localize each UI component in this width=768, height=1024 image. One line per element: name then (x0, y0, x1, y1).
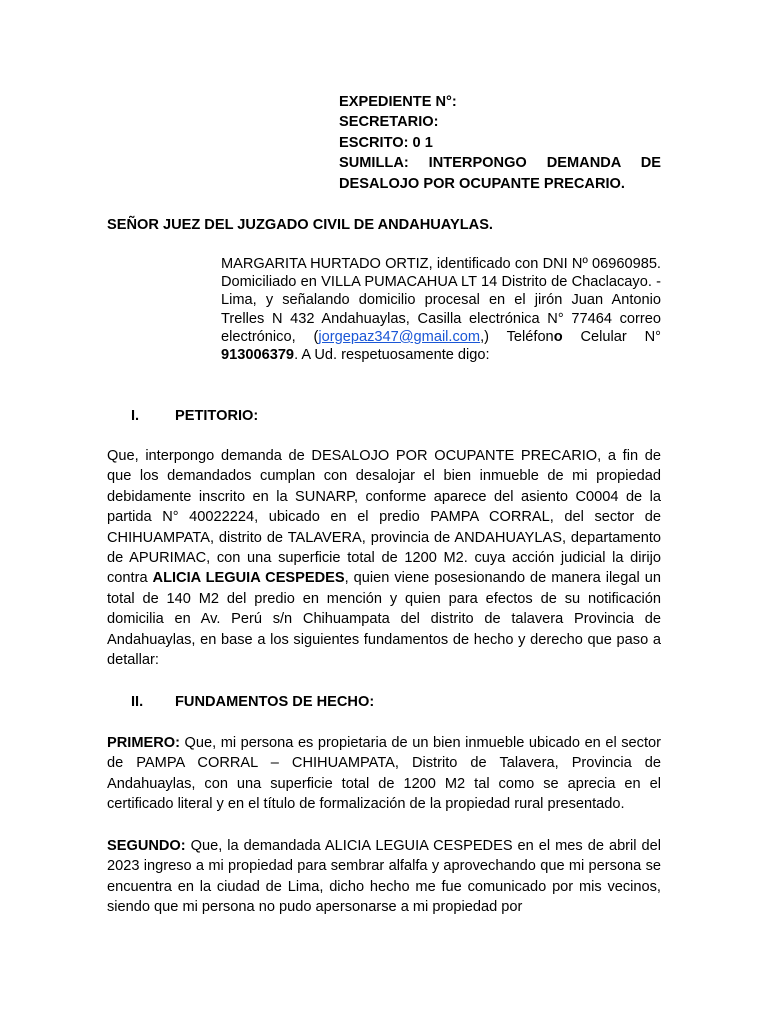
petitorio-text-2: , quien viene posesionando de manera ilegal un total de 140 M2 del predio en mención y quien para efectos de su notificación domicilia en Av. Perú s/n Chihuampata del distrito de talavera Provincia de Andahuaylas, en base a los siguientes fundamentos de hecho y derecho que paso a detallar: (107, 570, 661, 669)
segundo-paragraph (107, 836, 661, 918)
expediente-line: EXPEDIENTE N°: (339, 94, 457, 110)
escrito-line: ESCRITO: 0 1 (339, 134, 433, 151)
section-title: PETITORIO: (175, 408, 259, 424)
petitorio-text-1: Que, interpongo demanda de DESALOJO POR OCUPANTE PRECARIO, a fin de que los demandados cumplan con desalojar el bien inmueble de mi propiedad debidamente inscrito en la SUNARP, conforme aparece del asiento C0004 de la partida N° 40022224, ubicado en el predio PAMPA CORRAL, del sector de CHIHUAMPATA, distrito de TALAVERA, provincia de ANDAHUAYLAS, departamento de APURIMAC, con una superficie total de 1200 M2. cuya acción judicial la dirijo contra (107, 448, 661, 587)
segundo-text: Que, la demandada ALICIA LEGUIA CESPEDES en el mes de abril del 2023 ingreso a mi propiedad para sembrar alfalfa y aprovechando que mi persona se encuentra en la ciudad de Lima, dicho hecho me fue comunicado por mis vecinos, siendo que mi persona no pudo apersonarse a mi propiedad por (107, 838, 661, 916)
primero-text: Que, mi persona es propietaria de un bien inmueble ubicado en el sector de PAMPA CORRAL – CHIHUAMPATA, Distrito de Talavera, Provincia de Andahuaylas, con una superficie total de 1200 M2 tal como se aprecia en el certificado literal y en el título de formalización de la propiedad rural presentado. (107, 735, 661, 813)
petitorio-paragraph (107, 446, 661, 670)
addressee-heading: SEÑOR JUEZ DEL JUZGADO CIVIL DE ANDAHUAYLAS. (107, 217, 493, 233)
section-title: FUNDAMENTOS DE HECHO: (175, 694, 375, 710)
intro-closing: . A Ud. respetuosamente digo: (294, 347, 490, 364)
celular-number: 913006379 (221, 347, 295, 364)
email-link[interactable]: jorgepaz347@gmail.com (318, 328, 481, 345)
primero-label: PRIMERO: (107, 735, 180, 751)
section-number: I. (131, 408, 140, 424)
sumilla-line-2: DESALOJO POR OCUPANTE PRECARIO. (339, 175, 625, 192)
intro-paragraph (221, 255, 661, 364)
case-header (339, 92, 661, 194)
section-heading-fundamentos (131, 692, 374, 712)
section-heading-petitorio (131, 406, 258, 426)
segundo-label: SEGUNDO: (107, 838, 186, 854)
primero-paragraph (107, 733, 661, 815)
celular-label: Celular N° (562, 328, 662, 345)
defendant-name: ALICIA LEGUIA CESPEDES (152, 570, 345, 587)
section-number: II. (131, 694, 144, 710)
intro-text: MARGARITA HURTADO ORTIZ, identificado con DNI Nº 06960985. Domiciliado en VILLA PUMACAHUA LT 14 Distrito de Chaclacayo. - Lima, y señalando domicilio procesal en el jirón Juan Antonio Trelles N 432 Andahuaylas, Casilla electrónica N° 77464 correo electrónico, ( (221, 256, 661, 345)
secretario-line: SECRETARIO: (339, 114, 439, 131)
sumilla-line-1: SUMILLA: INTERPONGO DEMANDA DE (339, 155, 661, 172)
intro-bold-o: o (553, 328, 563, 345)
intro-text-after-link: ,) Teléfon (480, 328, 554, 345)
